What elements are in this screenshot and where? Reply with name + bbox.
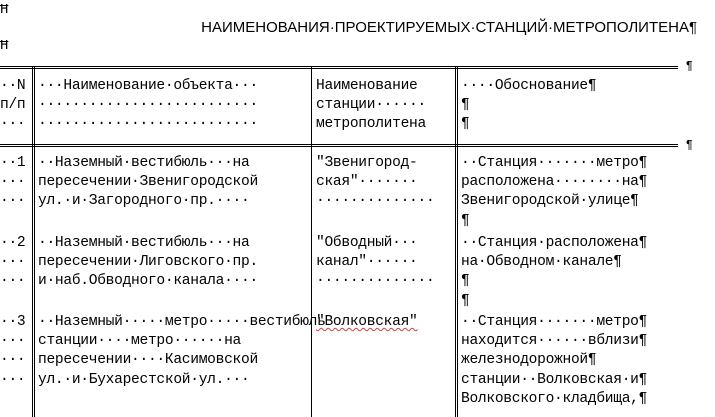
header-cell-object-name[interactable]: ···Наименование·объекта··· ·························· ·························· <box>38 78 258 133</box>
paragraph-mark: Ħ <box>0 2 9 18</box>
table-cell-station[interactable]: "Звенигород- ская"······· ·············· <box>316 155 435 210</box>
column-divider-inner <box>457 66 458 417</box>
table-cell-object[interactable]: ··Наземный·····метро·····вестибюль станции····метро······на пересечении····Касимовской ул.·и·Бухарестской·ул.··· <box>38 314 326 388</box>
paragraph-mark: Ħ <box>0 38 9 54</box>
table-cell-number[interactable]: ··2 ··· ··· <box>0 235 26 290</box>
table-cell-station[interactable]: "Волковская" <box>316 314 418 330</box>
table-cell-justification[interactable]: ··Станция·расположена¶ на·Обводном·канале¶ ¶ ¶ <box>461 235 648 309</box>
table-cell-number[interactable]: ··3 ··· ··· ··· <box>0 314 26 388</box>
row-end-mark: ¶ <box>685 138 693 152</box>
header-bottom-border-inner <box>0 146 678 147</box>
table-cell-justification[interactable]: ··Станция·······метро¶ находится······вблизи¶ железнодорожной¶ станции··Волковская·и¶ Волковского·кладбища,¶ <box>461 314 648 407</box>
header-bottom-border <box>0 144 678 145</box>
column-divider[interactable] <box>32 66 33 417</box>
table-cell-object[interactable]: ··Наземный·вестибюль···на пересечении·Лиговского·пр. и·наб.Обводного·канала···· <box>38 235 258 290</box>
table-cell-station[interactable]: "Обводный··· канал"······ ·············· <box>316 235 435 290</box>
table-top-border <box>0 66 678 67</box>
header-cell-number[interactable]: ··N п/п ··· <box>0 78 26 133</box>
table-cell-justification[interactable]: ··Станция·······метро¶ расположена········на¶ Звенигородской·улице¶ ¶ <box>461 155 648 229</box>
row-end-mark: ¶ <box>685 59 693 73</box>
header-cell-station-name[interactable]: Наименование станции······ метрополитена <box>316 78 426 133</box>
column-divider[interactable] <box>311 66 312 417</box>
table-cell-number[interactable]: ··1 ··· ··· <box>0 155 26 210</box>
document-title[interactable]: НАИМЕНОВАНИЯ·ПРОЕКТИРУЕМЫХ·СТАНЦИЙ·МЕТРОПОЛИТЕНА¶ <box>201 19 697 36</box>
column-divider[interactable] <box>455 66 456 417</box>
table-cell-object[interactable]: ··Наземный·вестибюль···на пересечении·Звенигородской ул.·и·Загородного·пр.···· <box>38 155 258 210</box>
header-cell-justification[interactable]: ····Обоснование¶ ¶ ¶ <box>461 78 597 133</box>
column-divider-inner <box>34 66 35 417</box>
table-top-border-inner <box>0 68 678 69</box>
